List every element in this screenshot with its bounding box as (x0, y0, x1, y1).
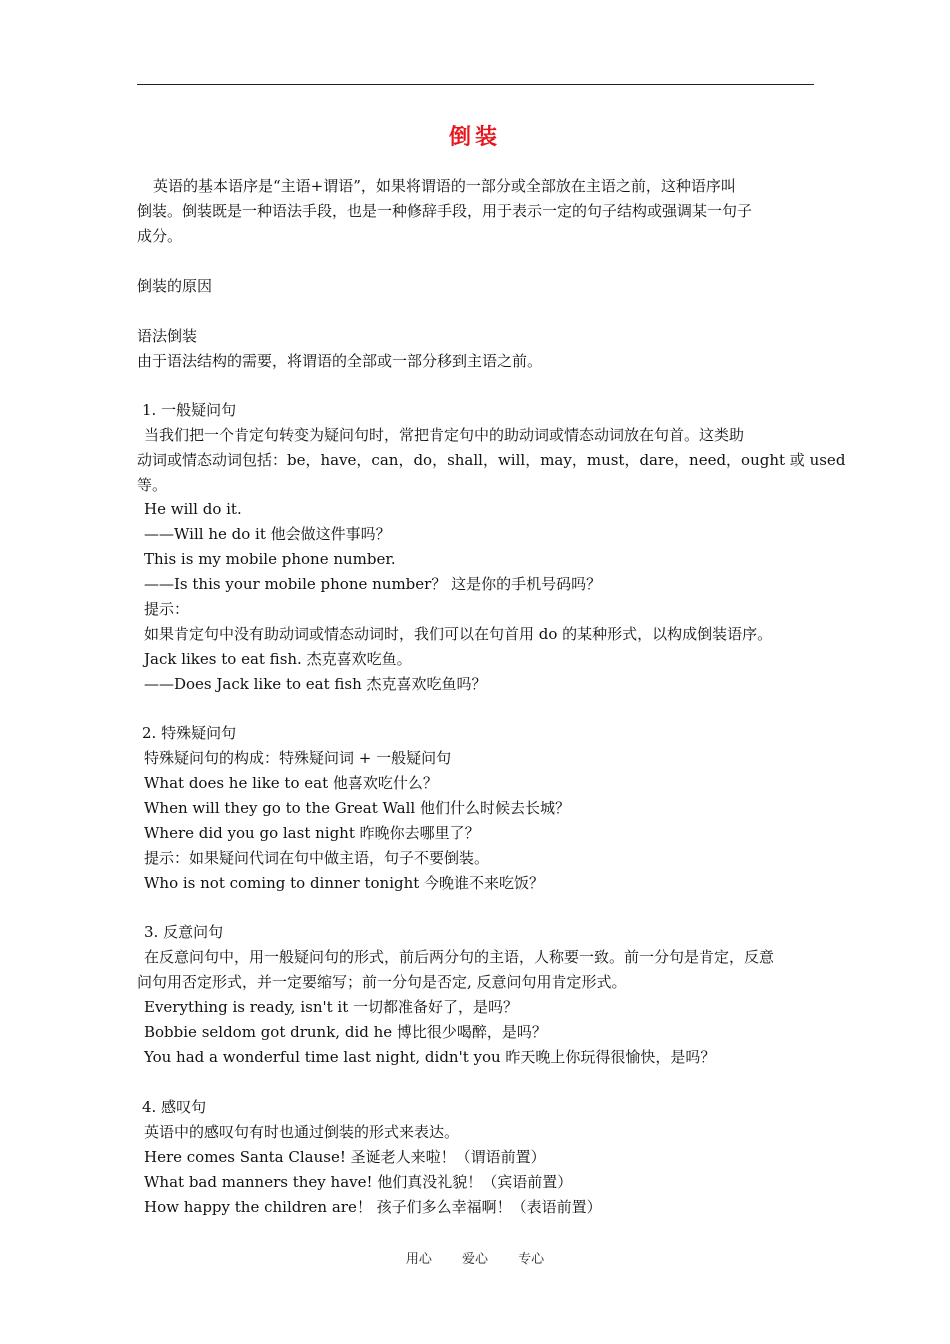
section-2-line: 特殊疑问句的构成：特殊疑问词 + 一般疑问句 (144, 749, 452, 767)
footer-word: 专心 (518, 1252, 545, 1267)
example-line: What does he like to eat 他喜欢吃什么？ (144, 774, 438, 792)
intro-line: 英语的基本语序是“主语+谓语”，如果将谓语的一部分或全部放在主语之前，这种语序叫 (153, 177, 736, 195)
header-rule (137, 84, 814, 85)
section-3-line: 问句用否定形式，并一定要缩写；前一分句是否定, 反意问句用肯定形式。 (137, 973, 627, 991)
example-line: Everything is ready, isn't it 一切都准备好了，是吗？ (144, 998, 519, 1016)
tip-label: 提示： (144, 600, 190, 618)
section-1-desc: 当我们把一个肯定句转变为疑问句时，常把肯定句中的助动词或情态动词放在句首。这类助 (144, 426, 745, 444)
example-line: This is my mobile phone number. (144, 550, 396, 568)
section-4-heading: 4. 感叹句 (142, 1098, 207, 1116)
tip-text: 提示：如果疑问代词在句中做主语，句子不要倒装。 (144, 849, 490, 867)
example-line: ——Will he do it 他会做这件事吗？ (144, 525, 391, 543)
example-line: You had a wonderful time last night, didn't you 昨天晚上你玩得很愉快，是吗？ (144, 1048, 716, 1066)
example-line: He will do it. (144, 500, 242, 518)
example-line: What bad manners they have! 他们真没礼貌！（宾语前置） (144, 1173, 573, 1191)
section-heading-reason: 倒装的原因 (137, 277, 213, 295)
page-title: 倒装 (448, 124, 501, 150)
example-line: Who is not coming to dinner tonight 今晚谁不来吃饭？ (144, 874, 545, 892)
grammar-description: 由于语法结构的需要，将谓语的全部或一部分移到主语之前。 (137, 352, 543, 370)
section-1-desc: 动词或情态动词包括：be，have，can，do，shall，will，may，must，dare，need，ought 或 used (137, 451, 846, 469)
example-line: How happy the children are！ 孩子们多么幸福啊！（表语前置） (144, 1198, 602, 1216)
tip-text: 如果肯定句中没有助动词或情态动词时，我们可以在句首用 do 的某种形式，以构成倒装语序。 (144, 625, 773, 643)
example-line: Where did you go last night 昨晚你去哪里了？ (144, 824, 480, 842)
section-1-desc: 等。 (137, 476, 168, 494)
example-line: When will they go to the Great Wall 他们什么时候去长城？ (144, 799, 570, 817)
example-line: Here comes Santa Clause! 圣诞老人来啦！（谓语前置） (144, 1148, 546, 1166)
example-line: ——Is this your mobile phone number？ 这是你的手机号码吗？ (144, 575, 602, 593)
section-2-heading: 2. 特殊疑问句 (142, 724, 237, 742)
example-line: Jack likes to eat fish. 杰克喜欢吃鱼。 (144, 650, 412, 668)
example-line: ——Does Jack like to eat fish 杰克喜欢吃鱼吗？ (144, 675, 487, 693)
section-heading-grammar: 语法倒装 (137, 327, 198, 345)
section-3-line: 在反意问句中，用一般疑问句的形式，前后两分句的主语，人称要一致。前一分句是肯定，反意 (144, 948, 775, 966)
section-3-heading: 3. 反意问句 (144, 923, 224, 941)
footer-word: 用心 (405, 1252, 432, 1267)
section-4-line: 英语中的感叹句有时也通过倒装的形式来表达。 (144, 1123, 460, 1141)
section-1-heading: 1. 一般疑问句 (142, 401, 237, 419)
intro-line: 成分。 (137, 227, 183, 245)
example-line: Bobbie seldom got drunk, did he 博比很少喝醉，是吗？ (144, 1023, 547, 1041)
intro-line: 倒装。倒装既是一种语法手段，也是一种修辞手段，用于表示一定的句子结构或强调某一句子 (137, 202, 753, 220)
page-footer (0, 1248, 950, 1267)
footer-word: 爱心 (461, 1252, 488, 1267)
